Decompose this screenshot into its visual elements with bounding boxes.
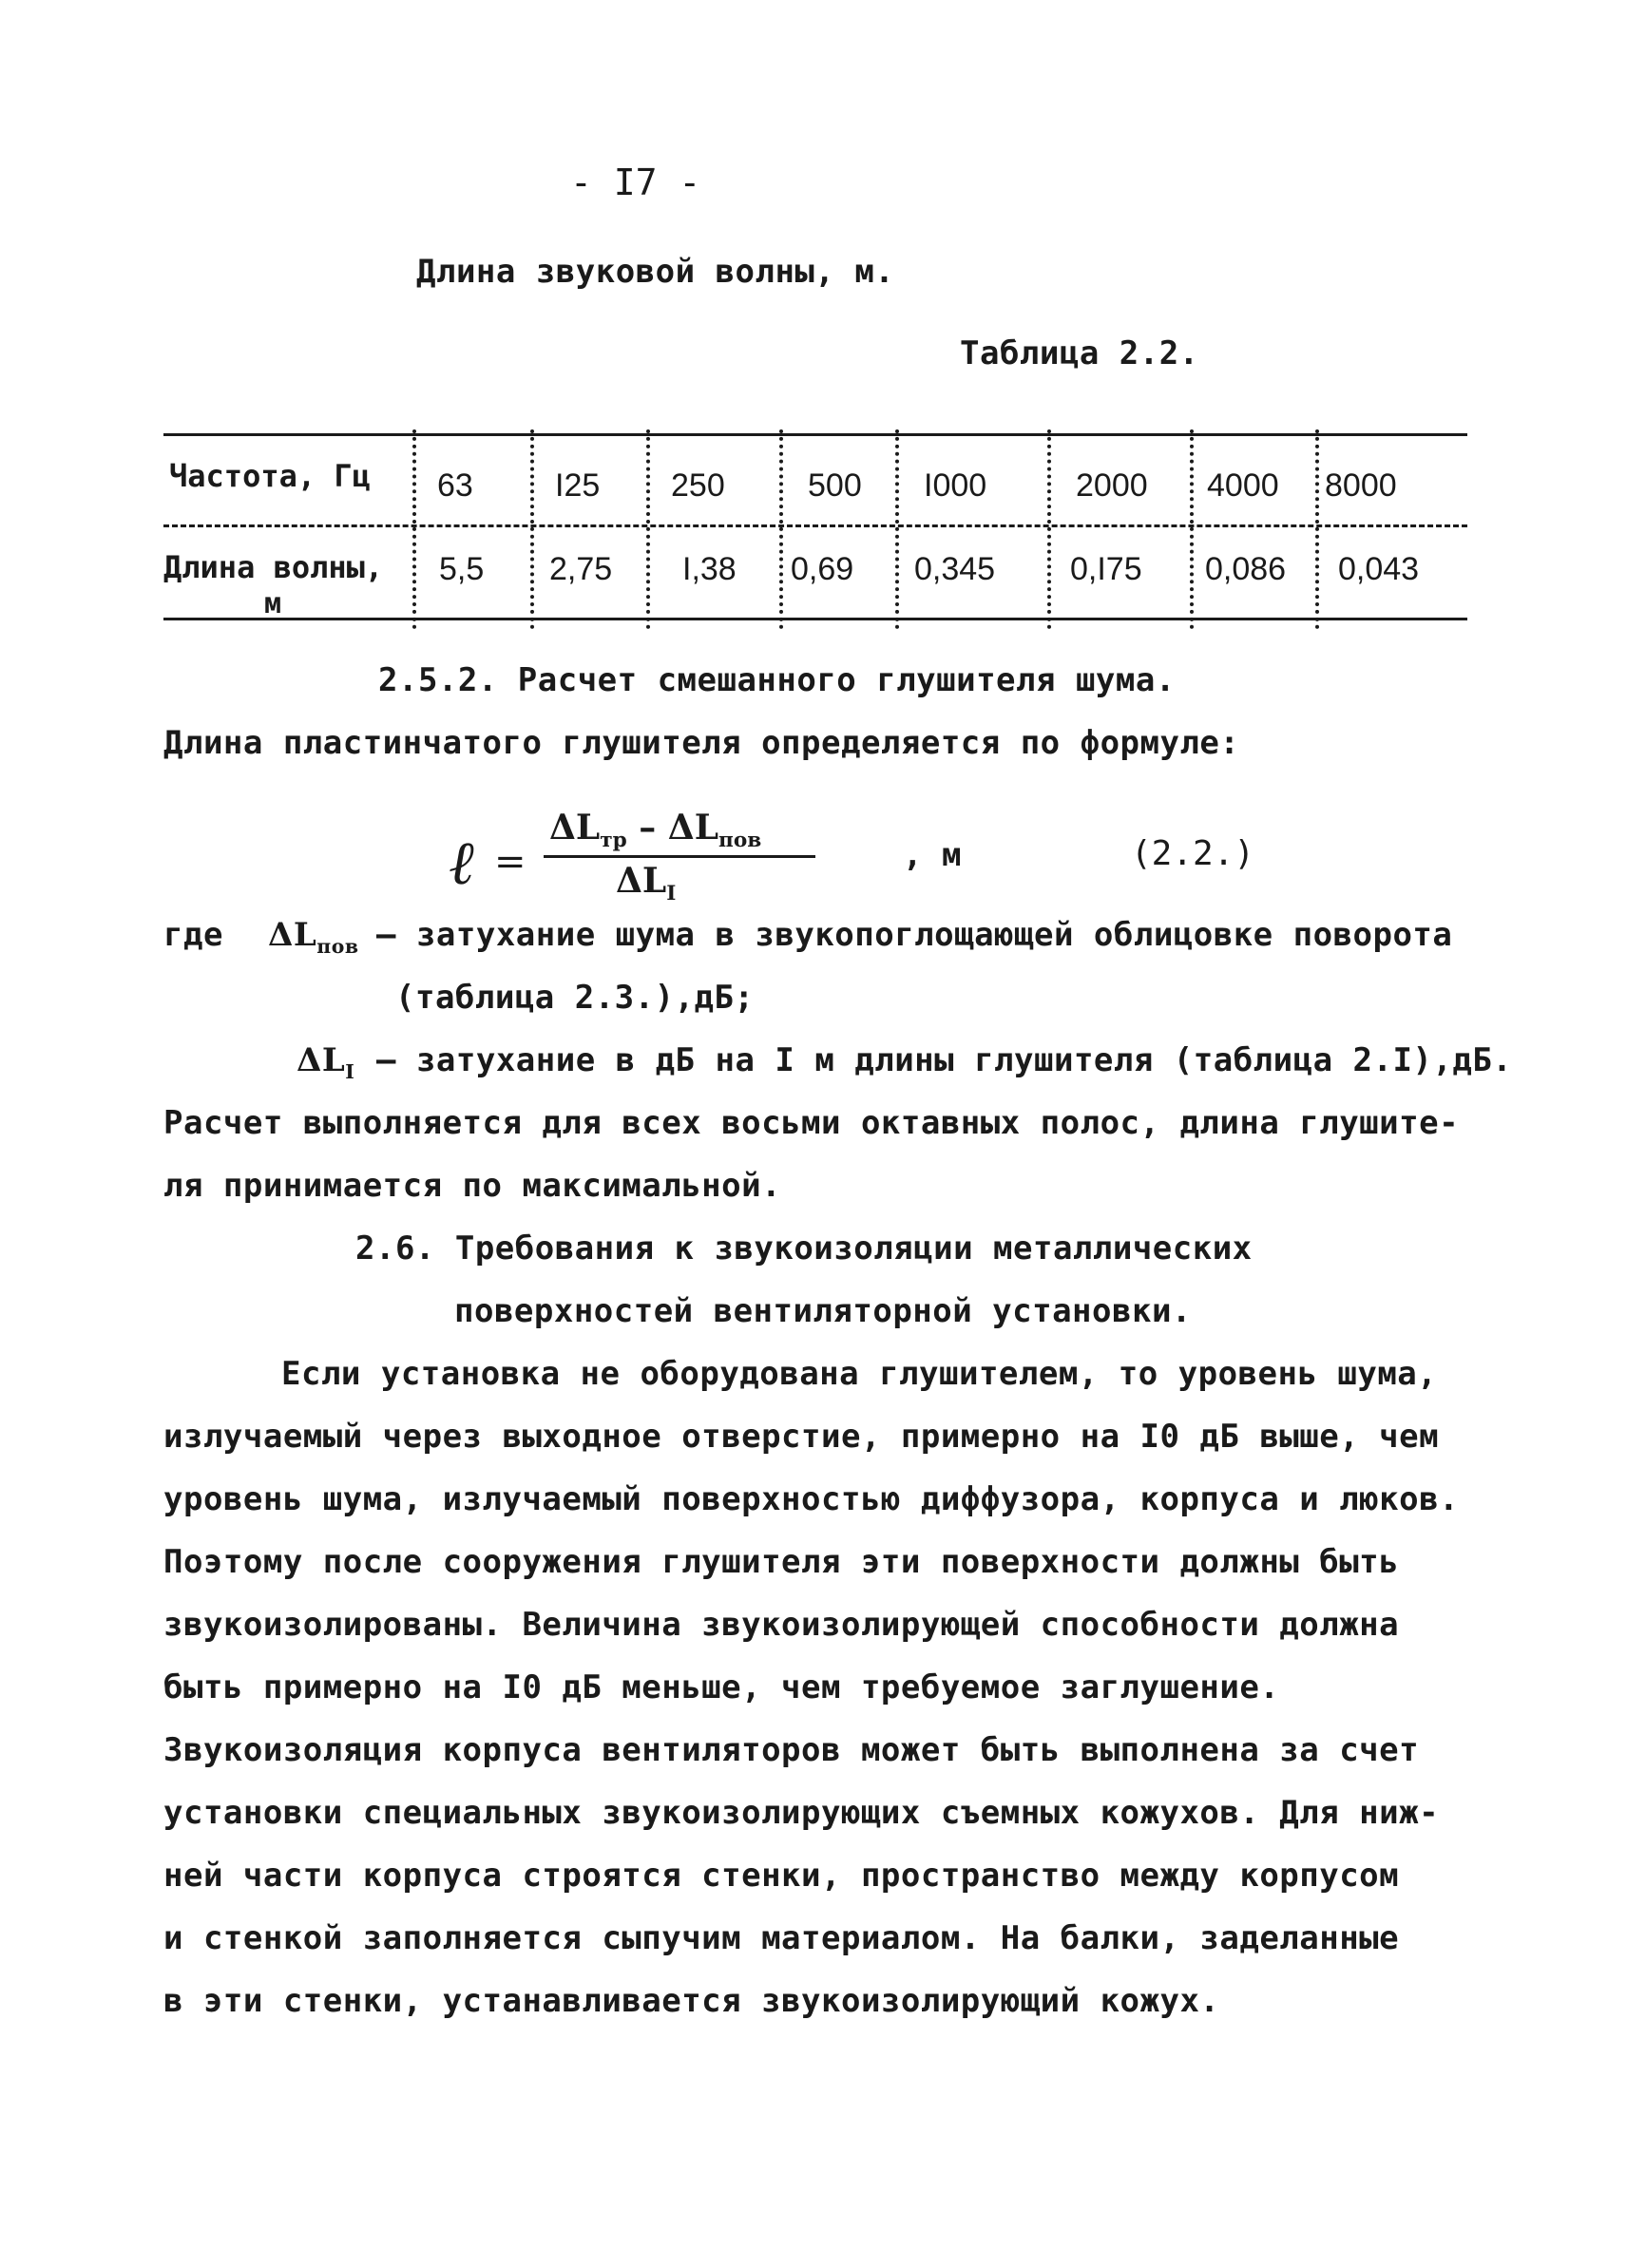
freq-cell: I25 bbox=[555, 467, 601, 504]
formula-denominator: $\Delta L_I$ bbox=[616, 861, 677, 906]
paragraph-line: Звукоизоляция корпуса вентиляторов может быть выполнена за счет bbox=[163, 1731, 1420, 1769]
table-bottom-rule bbox=[163, 618, 1467, 620]
row-header-wavelength: Длина волны, bbox=[163, 549, 384, 585]
paragraph-line: Поэтому после сооружения глушителя эти поверхности должны быть bbox=[163, 1543, 1400, 1581]
paragraph-line: уровень шума, излучаемый поверхностью диффузора, корпуса и люков. bbox=[163, 1480, 1460, 1518]
wavelength-cell: 0,086 bbox=[1205, 551, 1287, 587]
column-separator bbox=[646, 429, 650, 629]
formula-numerator: $\Delta L_{тр} - \Delta L_{пов}$ bbox=[549, 808, 762, 853]
paragraph-line: установки специальных звукоизолирующих съемных кожухов. Для ниж- bbox=[163, 1794, 1440, 1832]
paragraph-line: быть примерно на I0 дБ меньше, чем требуемое заглушение. bbox=[163, 1668, 1280, 1706]
column-separator bbox=[1315, 429, 1319, 629]
table-row-divider bbox=[163, 524, 1467, 527]
paragraph-line: Если установка не оборудована глушителем, то уровень шума, bbox=[281, 1355, 1438, 1393]
column-separator bbox=[779, 429, 783, 629]
column-separator bbox=[1047, 429, 1051, 629]
formula-lhs: ℓ bbox=[449, 829, 474, 899]
wavelength-cell: 0,345 bbox=[914, 551, 996, 587]
wavelength-cell: I,38 bbox=[682, 551, 737, 587]
wavelength-cell: 0,043 bbox=[1338, 551, 1420, 587]
column-separator bbox=[895, 429, 899, 629]
freq-cell: 2000 bbox=[1076, 467, 1148, 504]
wavelength-table bbox=[163, 429, 1467, 629]
paragraph-line: ля принимается по максимальной. bbox=[163, 1167, 782, 1205]
freq-cell: 500 bbox=[808, 467, 862, 504]
page-number: - I7 - bbox=[570, 162, 701, 203]
subsection-heading-2-6: 2.6. Требования к звукоизоляции металлических bbox=[355, 1229, 1253, 1267]
column-separator bbox=[530, 429, 534, 629]
subsection-heading-2-6-cont: поверхностей вентиляторной установки. bbox=[454, 1292, 1192, 1330]
symbol-delta-l-pov: $\Delta L_{пов}$ bbox=[268, 916, 359, 958]
wavelength-cell: 2,75 bbox=[549, 551, 613, 587]
table-caption: Таблица 2.2. bbox=[960, 334, 1199, 372]
row-header-frequency: Частота, Гц bbox=[169, 458, 371, 494]
column-separator bbox=[412, 429, 416, 629]
fraction-bar bbox=[544, 855, 815, 858]
freq-cell: 8000 bbox=[1325, 467, 1397, 504]
paragraph-line: Расчет выполняется для всех восьми октавных полос, длина глушите- bbox=[163, 1104, 1460, 1142]
subsection-heading-2-5-2: 2.5.2. Расчет смешанного глушителя шума. bbox=[378, 661, 1176, 699]
section-title: Длина звуковой волны, м. bbox=[416, 253, 895, 291]
paragraph-line: звукоизолированы. Величина звукоизолирующей способности должна bbox=[163, 1606, 1400, 1644]
where-lead: где bbox=[163, 916, 223, 954]
formula-intro: Длина пластинчатого глушителя определяется по формуле: bbox=[163, 724, 1240, 762]
symbol-delta-l-1: $\Delta L_I$ bbox=[297, 1041, 355, 1083]
column-separator bbox=[1190, 429, 1194, 629]
freq-cell: 250 bbox=[671, 467, 725, 504]
freq-cell: 63 bbox=[437, 467, 473, 504]
paragraph-line: в эти стенки, устанавливается звукоизолирующий кожух. bbox=[163, 1982, 1220, 2020]
table-top-rule bbox=[163, 433, 1467, 436]
wavelength-cell: 5,5 bbox=[439, 551, 485, 587]
wavelength-cell: 0,69 bbox=[791, 551, 854, 587]
paragraph-line: излучаемый через выходное отверстие, примерно на I0 дБ выше, чем bbox=[163, 1418, 1440, 1456]
wavelength-cell: 0,I75 bbox=[1070, 551, 1142, 587]
freq-cell: 4000 bbox=[1207, 467, 1279, 504]
formula-equals: = bbox=[494, 840, 526, 884]
definition-delta-l-pov-ref: (таблица 2.3.),дБ; bbox=[395, 979, 755, 1017]
definition-delta-l-pov: – затухание шума в звукопоглощающей облицовке поворота bbox=[376, 916, 1453, 954]
formula-unit: , м bbox=[903, 836, 962, 874]
row-header-unit: м bbox=[264, 587, 282, 620]
freq-cell: I000 bbox=[924, 467, 987, 504]
paragraph-line: и стенкой заполняется сыпучим материалом. На балки, заделанные bbox=[163, 1919, 1400, 1957]
equation-number: (2.2.) bbox=[1131, 834, 1255, 873]
paragraph-line: ней части корпуса строятся стенки, пространство между корпусом bbox=[163, 1857, 1400, 1895]
definition-delta-l-1: – затухание в дБ на I м длины глушителя (таблица 2.I),дБ. bbox=[376, 1041, 1513, 1079]
formula-2-2 bbox=[437, 808, 1273, 912]
